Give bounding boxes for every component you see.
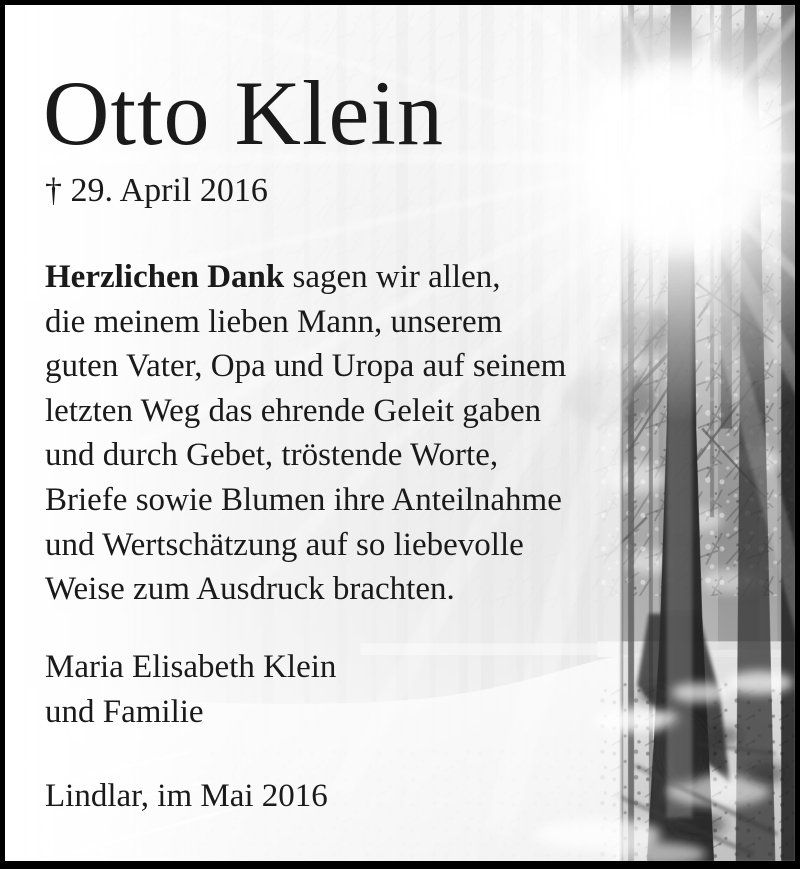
body-line: und durch Gebet, tröstende Worte, [45, 437, 499, 474]
body-lead-bold: Herzlichen Dank [45, 259, 285, 295]
deceased-name: Otto Klein [43, 62, 444, 164]
body-line: Weise zum Ausdruck brachten. [45, 571, 455, 608]
body-line [45, 255, 645, 300]
death-date [45, 171, 268, 212]
dagger-date-text: † 29. April 2016 [45, 172, 268, 209]
body-line: letzten Weg das ehrende Geleit gaben [45, 392, 542, 429]
body-line: Briefe sowie Blumen ihre Anteilnahme [45, 481, 562, 518]
body-line: guten Vater, Opa und Uropa auf seinem [45, 348, 567, 385]
body-line: und Wertschätzung auf so liebevolle [45, 526, 524, 563]
signature-block [45, 645, 336, 734]
body-line: die meinem lieben Mann, unserem [45, 303, 503, 340]
thank-you-text [45, 255, 645, 612]
body-lead-rest: sagen wir allen, [284, 259, 501, 295]
signature-family: und Familie [45, 693, 204, 730]
notice-content [5, 5, 795, 861]
place-date: Lindlar, im Mai 2016 [45, 778, 328, 814]
signature-name: Maria Elisabeth Klein [45, 649, 337, 685]
